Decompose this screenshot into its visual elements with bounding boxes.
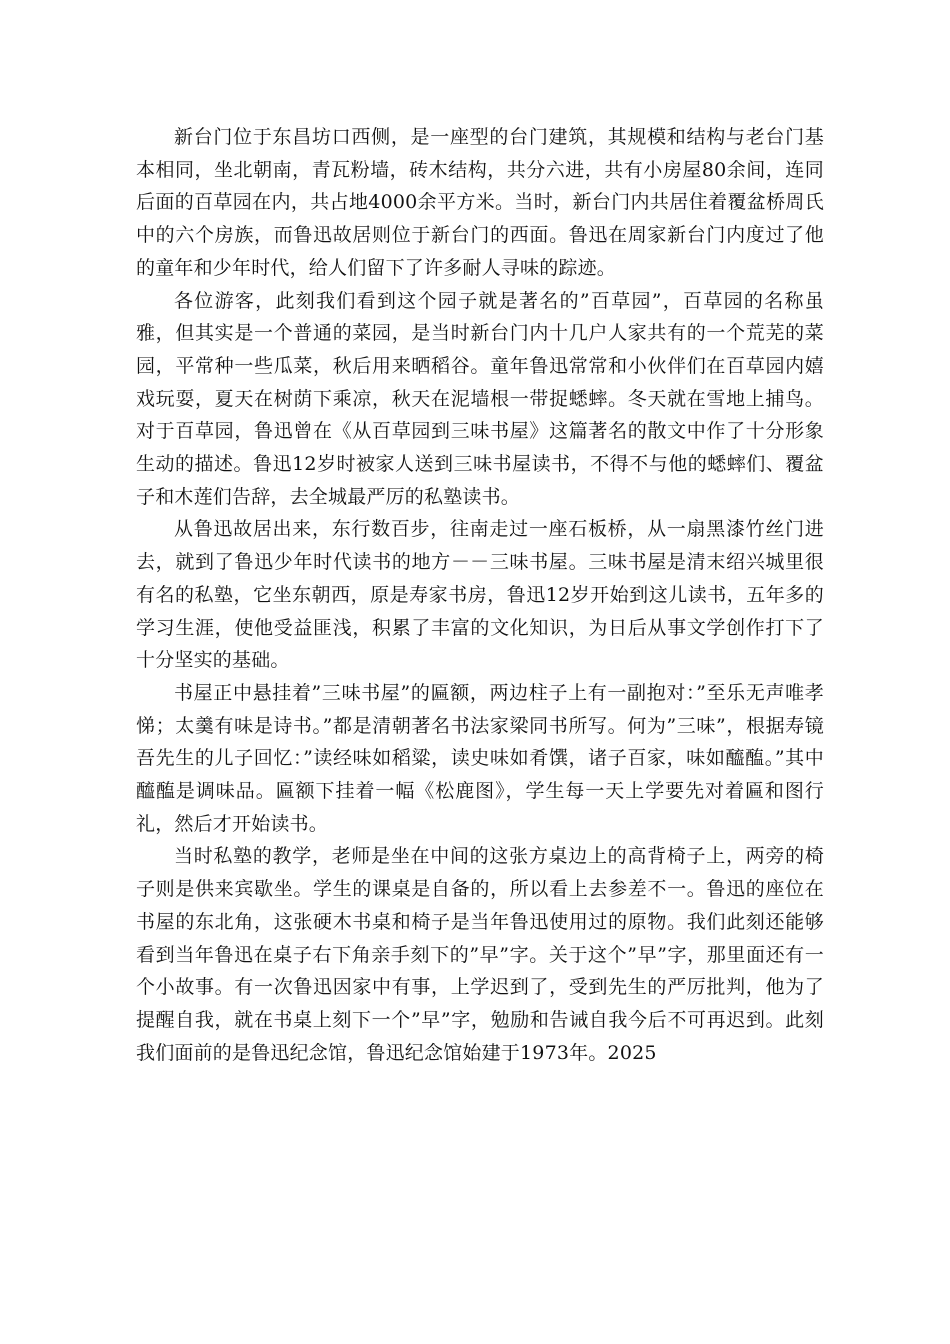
- paragraph-plaque: 书屋正中悬挂着”三味书屋”的匾额，两边柱子上有一副抱对：”至乐无声唯孝悌；太羹有味是诗书。”都是清朝著名书法家梁同书所写。何为”三味”，根据寿镜吾先生的儿子回忆：”读经味如稻粱，读史味如肴馔，诸子百家，味如醯醢。”其中醯醢是调味品。匾额下挂着一幅《松鹿图》，学生每一天上学要先对着匾和图行礼，然后才开始读书。: [136, 681, 824, 835]
- document-body: [136, 121, 824, 1069]
- paragraph-baicaoyuan: 各位游客，此刻我们看到这个园子就是著名的”百草园”，百草园的名称虽雅，但其实是一个普通的菜园，是当时新台门内十几户人家共有的一个荒芜的菜园，平常种一些瓜菜，秋后用来晒稻谷。童年鲁迅常常和小伙伴们在百草园内嬉戏玩耍，夏天在树荫下乘凉，秋天在泥墙根一带捉蟋蟀。冬天就在雪地上捕鸟。对于百草园，鲁迅曾在《从百草园到三味书屋》这篇著名的散文中作了十分形象生动的描述。鲁迅12岁时被家人送到三味书屋读书，不得不与他的蟋蟀们、覆盆子和木莲们告辞，去全城最严厉的私塾读书。: [136, 289, 824, 508]
- paragraph-classroom: 当时私塾的教学，老师是坐在中间的这张方桌边上的高背椅子上，两旁的椅子则是供来宾歇坐。学生的课桌是自备的，所以看上去参差不一。鲁迅的座位在书屋的东北角，这张硬木书桌和椅子是当年鲁迅使用过的原物。我们此刻还能够看到当年鲁迅在桌子右下角亲手刻下的”早”字。关于这个”早”字，那里面还有一个小故事。有一次鲁迅因家中有事，上学迟到了，受到先生的严厉批判，他为了提醒自我，就在书桌上刻下一个”早”字，勉励和告诫自我今后不可再迟到。此刻我们面前的是鲁迅纪念馆，鲁迅纪念馆始建于1973年。2025: [136, 845, 824, 1064]
- paragraph-sanwei-shuwu: 从鲁迅故居出来，东行数百步，往南走过一座石板桥，从一扇黑漆竹丝门进去，就到了鲁迅少年时代读书的地方－－三味书屋。三味书屋是清末绍兴城里很有名的私塾，它坐东朝西，原是寿家书房，鲁迅12岁开始到这儿读书，五年多的学习生涯，使他受益匪浅，积累了丰富的文化知识，为日后从事文学创作打下了十分坚实的基础。: [136, 518, 824, 672]
- paragraph-xintaimen: 新台门位于东昌坊口西侧，是一座型的台门建筑，其规模和结构与老台门基本相同，坐北朝南，青瓦粉墙，砖木结构，共分六进，共有小房屋80余间，连同后面的百草园在内，共占地4000余平方米。当时，新台门内共居住着覆盆桥周氏中的六个房族，而鲁迅故居则位于新台门的西面。鲁迅在周家新台门内度过了他的童年和少年时代，给人们留下了许多耐人寻味的踪迹。: [136, 126, 824, 279]
